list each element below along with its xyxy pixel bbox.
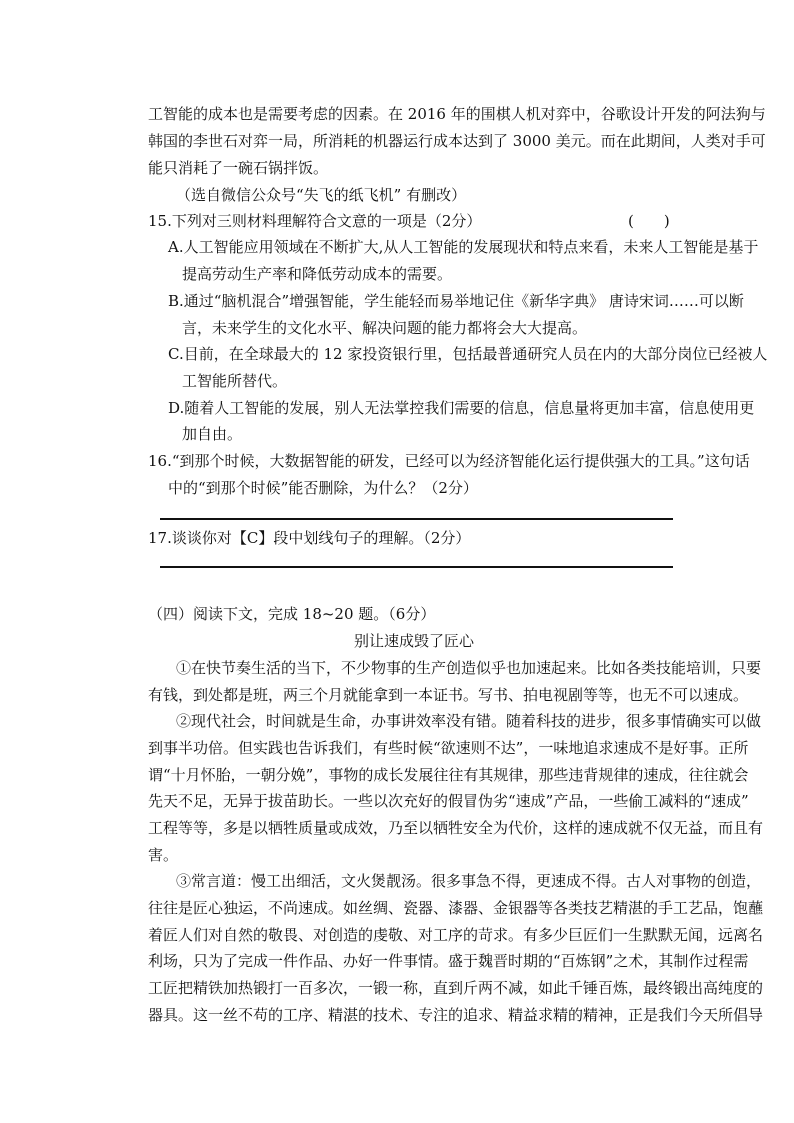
q15-option-c-line-2: 工智能所替代。: [182, 372, 288, 390]
q15-option-d-line-2: 加自由。: [182, 425, 243, 443]
p1-line-2: 有钱，到处都是班，两三个月就能拿到一本证书。写书、拍电视剧等等，也无不可以速成。: [148, 686, 749, 704]
p3-line-2: 往往是匠心独运，不尚速成。如丝绸、瓷器、漆器、金银器等各类技艺精湛的手工艺品，饱蘸: [148, 899, 764, 917]
p2-line-4: 先天不足，无异于拔苗助长。一些以次充好的假冒伪劣“速成”产品，一些偷工减料的“速成”: [148, 792, 749, 810]
intro-line-1: 工智能的成本也是需要考虑的因素。在 2016 年的围棋人机对弈中，谷歌设计开发的阿法狗与: [148, 105, 766, 123]
section4-heading: （四）阅读下文，完成 18~20 题。（6分）: [148, 605, 436, 623]
p2-line-6: 害。: [148, 846, 179, 864]
q15-option-a-line-1: A.人工智能应用领域在不断扩大,从人工智能的发展现状和特点来看，未来人工智能是基于: [168, 238, 759, 256]
q15-option-a-line-2: 提高劳动生产率和降低劳动成本的需要。: [182, 265, 453, 283]
q15-option-c-line-1: C.目前，在全球最大的 12 家投资银行里，包括最普通研究人员在内的大部分岗位已经被人: [168, 345, 768, 363]
q15-option-d-line-1: D.随着人工智能的发展，别人无法掌控我们需要的信息，信息量将更加丰富，信息使用更: [168, 399, 755, 417]
p3-line-5: 工匠把精铁加热锻打一百多次，一锻一称，直到斤两不减，如此千锤百炼，最终锻出高纯度的: [148, 979, 764, 997]
p2-line-3: 谓“十月怀胎，一朝分娩”，事物的成长发展往往有其规律，那些违背规律的速成，往往就会: [148, 766, 749, 784]
q15-stem: 15.下列对三则材料理解符合文意的一项是（2分）: [148, 212, 482, 230]
p3-line-6: 器具。这一丝不苟的工序、精湛的技术、专注的追求、精益求精的精神，正是我们今天所倡导: [148, 1006, 764, 1024]
p2-line-5: 工程等等，多是以牺牲质量或成效，乃至以牺牲安全为代价，这样的速成就不仅无益，而且有: [148, 819, 764, 837]
source-note: （选自微信公众号“失飞的纸飞机” 有删改）: [176, 186, 467, 204]
q17-answer-line[interactable]: [160, 566, 673, 568]
p2-line-2: 到事半功倍。但实践也告诉我们，有些时候“欲速则不达”，一味地追求速成不是好事。正所: [148, 739, 749, 757]
p3-line-3: 着匠人们对自然的敬畏、对创造的虔敬、对工序的苛求。有多少巨匠们一生默默无闻，远离名: [148, 926, 764, 944]
intro-line-3: 能只消耗了一碗石锅拌饭。: [148, 159, 329, 177]
q16-answer-line[interactable]: [160, 518, 673, 520]
q16-line-2: 中的“到那个时候”能否删除，为什么？（2分）: [168, 479, 478, 497]
q17-stem: 17.谈谈你对【C】段中划线句子的理解。（2分）: [148, 529, 471, 547]
p2-line-1: ②现代社会，时间就是生命，办事讲效率没有错。随着科技的进步，很多事情确实可以做: [176, 712, 762, 730]
q15-answer-blank: ( ): [628, 212, 670, 230]
q15-option-b-line-2: 言，未来学生的文化水平、解决问题的能力都将会大大提高。: [182, 319, 588, 337]
p3-line-1: ③常言道：慢工出细活，文火煲靓汤。很多事急不得，更速成不得。古人对事物的创造，: [176, 872, 762, 890]
article-title: 别让速成毁了匠心: [354, 632, 475, 650]
intro-line-2: 韩国的李世石对弈一局，所消耗的机器运行成本达到了 3000 美元。而在此期间，人类对手可: [148, 132, 766, 150]
q16-line-1: 16.“到那个时候，大数据智能的研发，已经可以为经济智能化运行提供强大的工具。”这句话: [148, 452, 750, 470]
q15-option-b-line-1: B.通过“脑机混合”增强智能，学生能轻而易举地记住《新华字典》 唐诗宋词……可以断: [168, 292, 744, 310]
p1-line-1: ①在快节奏生活的当下，不少物事的生产创造似乎也加速起来。比如各类技能培训，只要: [176, 659, 762, 677]
p3-line-4: 利场，只为了完成一件作品、办好一件事情。盛于魏晋时期的“百炼钢”之术，其制作过程需: [148, 952, 749, 970]
